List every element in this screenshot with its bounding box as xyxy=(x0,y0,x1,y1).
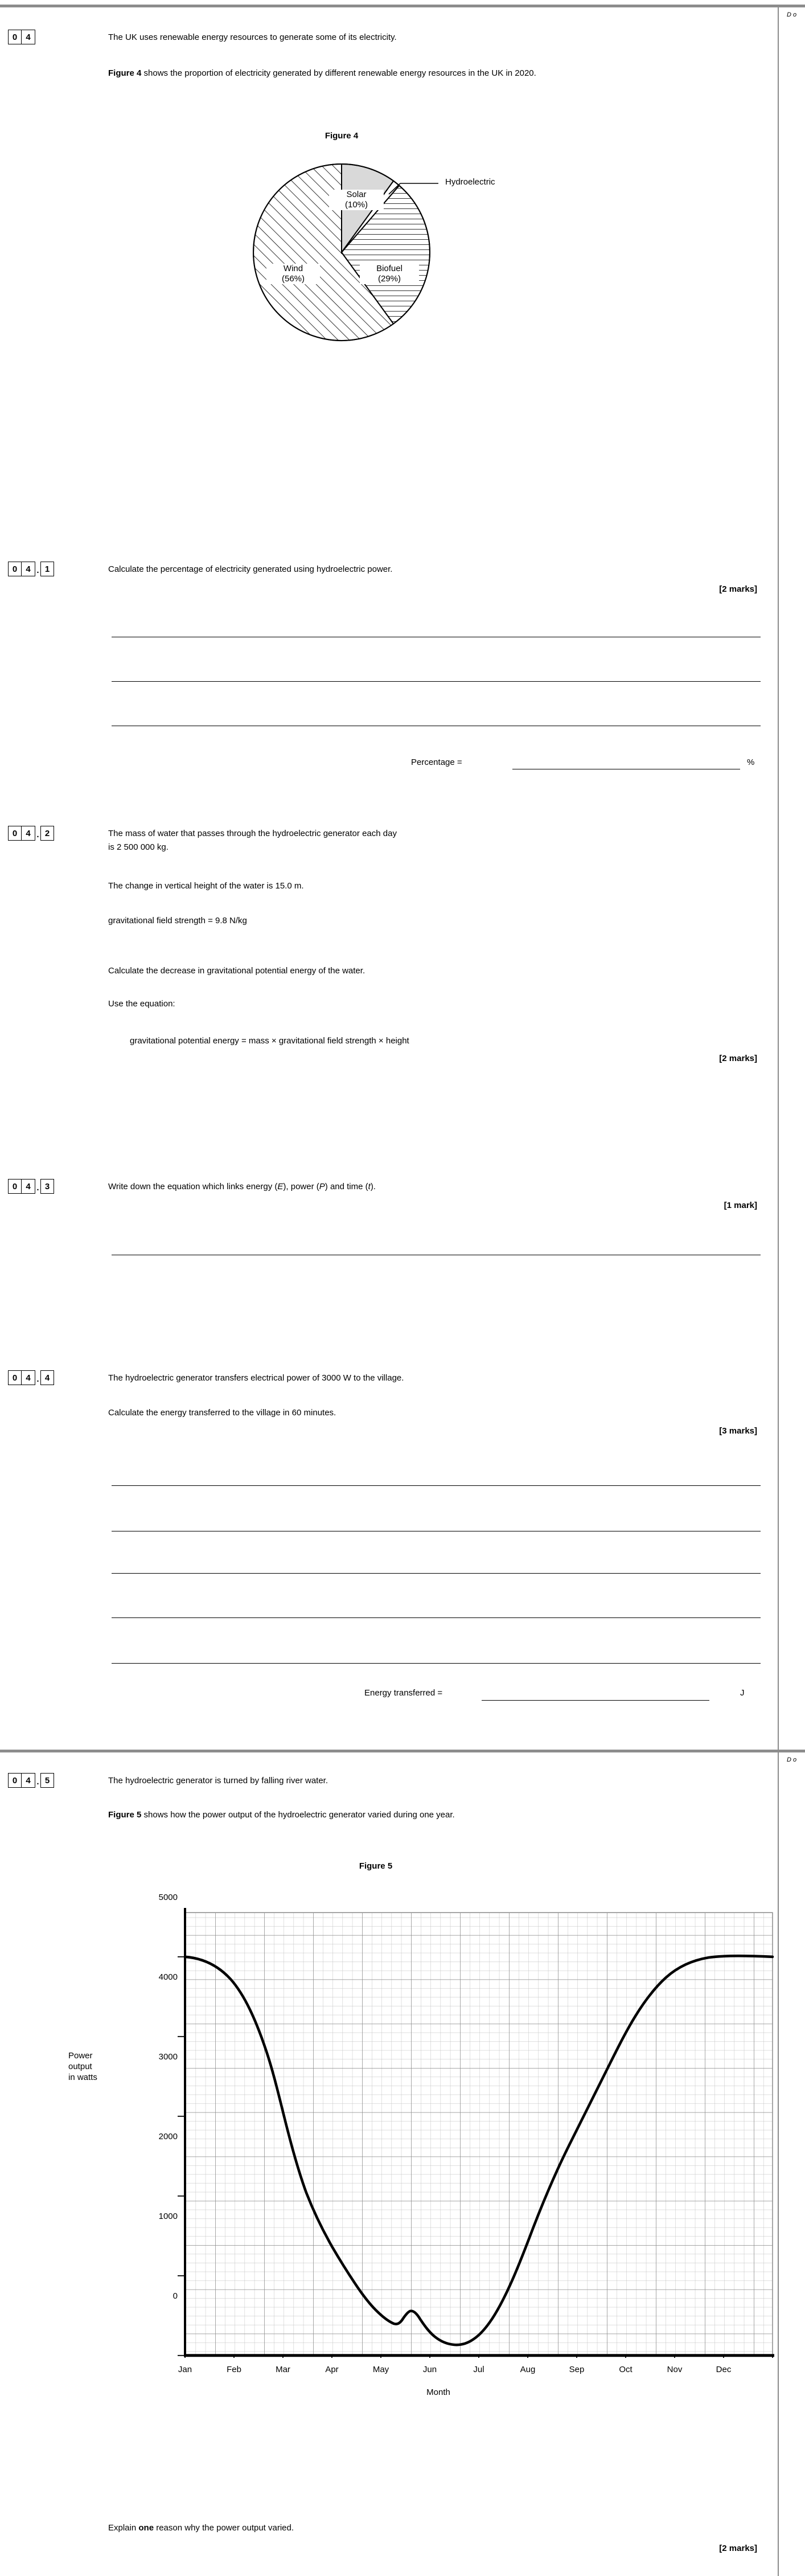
q043-marks: [1 mark] xyxy=(724,1201,757,1210)
q043-text xyxy=(108,1181,757,1193)
pie-label-solar-name: Solar xyxy=(346,190,367,199)
figure4-title: Figure 4 xyxy=(325,131,359,141)
q042-marks: [2 marks] xyxy=(719,1054,757,1063)
margin-divider-rule xyxy=(778,7,779,1750)
q042-line-6: Use the equation: xyxy=(108,999,175,1009)
q044-answer-blank[interactable] xyxy=(482,1700,709,1701)
graph-xlabel-apr: Apr xyxy=(325,2365,339,2374)
pie-label-wind-name: Wind xyxy=(283,264,303,273)
q041-answer-label: Percentage = xyxy=(411,757,462,767)
q041-dot: . xyxy=(36,566,39,575)
graph-xlabel-feb: Feb xyxy=(227,2365,241,2374)
q043-dot: . xyxy=(36,1183,39,1193)
q045-figure5-rest: shows how the power output of the hydroelectric generator varied during one year. xyxy=(141,1810,455,1820)
pie-label-biofuel-name: Biofuel xyxy=(376,264,402,273)
line-graph-svg xyxy=(68,1891,780,2358)
q041-text: Calculate the percentage of electricity generated using hydroelectric power. xyxy=(108,564,393,574)
q042-dot: . xyxy=(36,830,39,839)
graph-xlabel-oct: Oct xyxy=(619,2365,632,2374)
graph-xlabel-may: May xyxy=(372,2365,389,2374)
q043-text-c: ) and time ( xyxy=(325,1182,368,1191)
graph-gridlines xyxy=(185,1912,773,2356)
q045-explain-a: Explain xyxy=(108,2523,139,2533)
q044-answer-line-1[interactable] xyxy=(112,1485,761,1486)
question-number-04-1 xyxy=(8,562,54,576)
margin-note-do-not-write: D o xyxy=(787,11,797,18)
q045-explain-bold: one xyxy=(138,2523,154,2533)
q045-sub: 5 xyxy=(40,1773,54,1788)
page-top-separator xyxy=(0,5,805,7)
q043-text-a: Write down the equation which links energy ( xyxy=(108,1182,278,1191)
question-intro-text: The UK uses renewable energy resources to generate some of its electricity. xyxy=(108,32,397,42)
page-two-top-separator xyxy=(0,1750,805,1752)
q044-answer-line-3[interactable] xyxy=(112,1573,761,1574)
graph-xlabel-nov: Nov xyxy=(667,2365,683,2374)
question-number-04-3 xyxy=(8,1179,54,1194)
q041-answer-line-2[interactable] xyxy=(112,681,761,682)
graph-xlabel-jun: Jun xyxy=(422,2365,437,2374)
graph-ylabel-4000: 4000 xyxy=(158,1972,178,1982)
q045-line-1: The hydroelectric generator is turned by falling river water. xyxy=(108,1776,328,1785)
graph-xlabel-aug: Aug xyxy=(520,2365,536,2374)
question-number-04 xyxy=(8,30,35,44)
figure4-intro-rest: shows the proportion of electricity generated by different renewable energy resources in the UK in 2020. xyxy=(141,68,536,78)
q041-digit-4: 4 xyxy=(22,562,35,576)
graph-ylabel-2000: 2000 xyxy=(158,2132,178,2141)
q043-symbol-P: P xyxy=(319,1182,325,1191)
pie-label-wind xyxy=(266,264,320,284)
graph-xlabel-jul: Jul xyxy=(473,2365,484,2374)
graph-x-axis-title: Month xyxy=(426,2387,450,2397)
q044-sub: 4 xyxy=(40,1370,54,1385)
graph-ylabel-5000: 5000 xyxy=(158,1893,178,1902)
figure5-line-graph xyxy=(68,1891,780,2397)
graph-xlabel-dec: Dec xyxy=(716,2365,732,2374)
graph-y-axis-title: Power output in watts xyxy=(68,2051,97,2082)
pie-label-biofuel xyxy=(360,264,419,284)
margin-note-do-not-write-page-two: D o xyxy=(787,1756,797,1763)
q044-answer-unit: J xyxy=(740,1688,745,1698)
graph-ylabel-0: 0 xyxy=(172,2291,178,2301)
q045-dot: . xyxy=(36,1777,39,1787)
q044-marks: [3 marks] xyxy=(719,1426,757,1436)
q043-digit-0: 0 xyxy=(8,1179,22,1194)
q045-figure5-intro xyxy=(108,1809,769,1821)
question-number-04-4 xyxy=(8,1370,54,1385)
pie-chart-svg xyxy=(228,162,547,350)
graph-ylabel-3000: 3000 xyxy=(158,2052,178,2062)
q042-line-1: The mass of water that passes through the hydroelectric generator each day xyxy=(108,829,397,838)
q041-marks: [2 marks] xyxy=(719,584,757,594)
q042-line-2: is 2 500 000 kg. xyxy=(108,842,169,852)
q044-answer-line-5[interactable] xyxy=(112,1663,761,1664)
q043-text-d: ). xyxy=(370,1182,376,1191)
graph-xlabel-mar: Mar xyxy=(276,2365,290,2374)
q044-line-2: Calculate the energy transferred to the village in 60 minutes. xyxy=(108,1408,336,1418)
pie-label-solar-percent: (10%) xyxy=(344,200,368,210)
q045-figure5-bold: Figure 5 xyxy=(108,1810,142,1820)
pie-label-hydroelectric: Hydroelectric xyxy=(445,177,495,187)
q043-digit-4: 4 xyxy=(22,1179,35,1194)
figure4-intro-paragraph xyxy=(108,67,769,79)
q041-digit-0: 0 xyxy=(8,562,22,576)
q044-dot: . xyxy=(36,1374,39,1384)
q042-line-3: The change in vertical height of the water is 15.0 m. xyxy=(108,881,304,891)
q043-text-b: ), power ( xyxy=(283,1182,319,1191)
question-digit-4: 4 xyxy=(22,30,35,44)
question-digit-0: 0 xyxy=(8,30,22,44)
q045-digit-0: 0 xyxy=(8,1773,22,1788)
q044-digit-4: 4 xyxy=(22,1370,35,1385)
q044-answer-label: Energy transferred = xyxy=(364,1688,443,1698)
q042-equation: gravitational potential energy = mass × gravitational field strength × height xyxy=(130,1036,409,1046)
q042-sub: 2 xyxy=(40,826,54,841)
figure4-intro-bold: Figure 4 xyxy=(108,68,142,78)
q044-answer-line-4[interactable] xyxy=(112,1617,761,1618)
q042-digit-0: 0 xyxy=(8,826,22,841)
q042-digit-4: 4 xyxy=(22,826,35,841)
pie-label-biofuel-percent: (29%) xyxy=(377,274,401,284)
graph-ylabel-1000: 1000 xyxy=(158,2211,178,2221)
pie-label-wind-percent: (56%) xyxy=(281,274,305,284)
q045-digit-4: 4 xyxy=(22,1773,35,1788)
question-number-04-2 xyxy=(8,826,54,841)
q043-symbol-E: E xyxy=(277,1182,284,1191)
figure4-pie-chart xyxy=(228,162,547,350)
pie-label-solar xyxy=(329,190,384,210)
q043-sub: 3 xyxy=(40,1179,54,1194)
q041-sub: 1 xyxy=(40,562,54,576)
q044-line-1: The hydroelectric generator transfers electrical power of 3000 W to the village. xyxy=(108,1373,404,1383)
q045-marks: [2 marks] xyxy=(719,2544,757,2553)
question-number-04-5 xyxy=(8,1773,54,1788)
q041-answer-unit: % xyxy=(747,757,755,767)
figure5-title: Figure 5 xyxy=(359,1861,393,1871)
q043-symbol-t: t xyxy=(368,1182,371,1191)
q042-line-5: Calculate the decrease in gravitational potential energy of the water. xyxy=(108,966,365,976)
q044-digit-0: 0 xyxy=(8,1370,22,1385)
q045-explain-text xyxy=(108,2522,757,2534)
graph-xlabel-jan: Jan xyxy=(178,2365,192,2374)
q042-line-4: gravitational field strength = 9.8 N/kg xyxy=(108,916,247,925)
graph-xlabel-sep: Sep xyxy=(569,2365,585,2374)
q045-explain-b: reason why the power output varied. xyxy=(154,2523,294,2533)
